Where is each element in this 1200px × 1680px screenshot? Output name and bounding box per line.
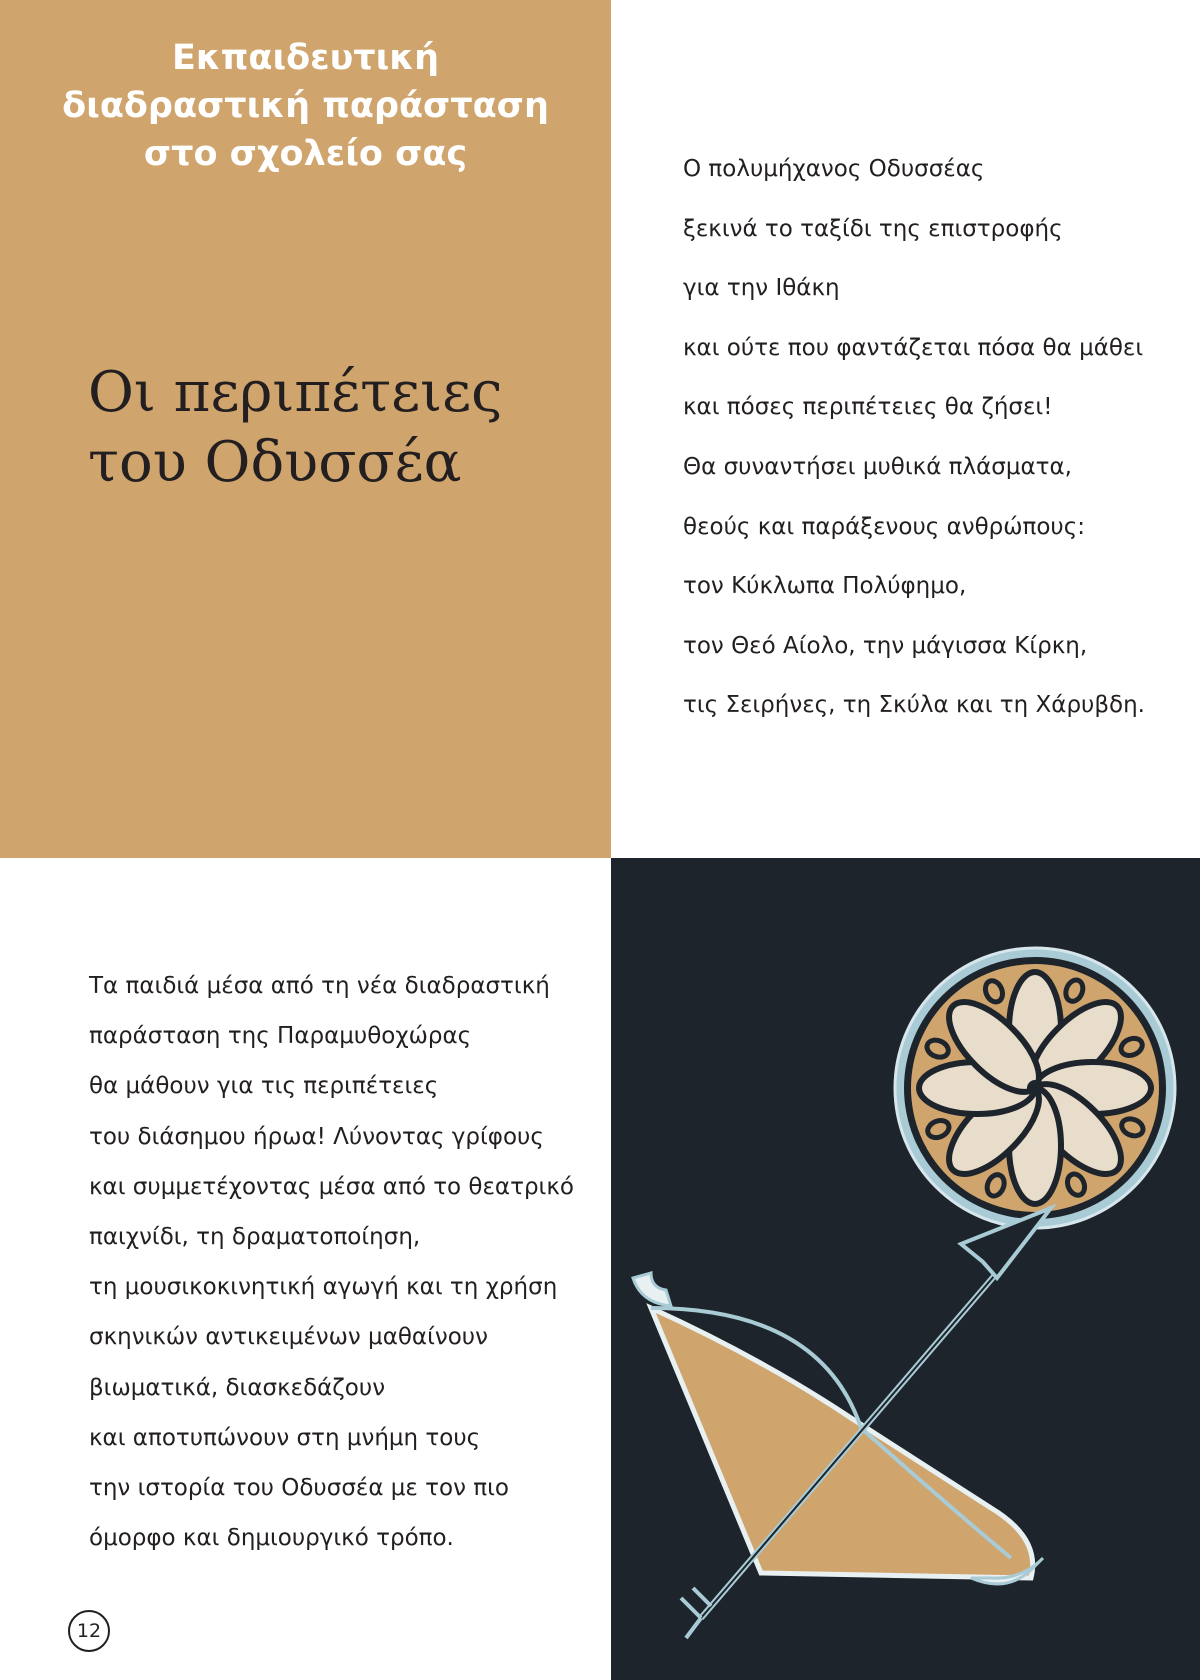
body-line: βιωματικά, διασκεδάζουν (89, 1374, 386, 1401)
illustration (611, 858, 1200, 1680)
intro-line: και ούτε που φαντάζεται πόσα θα μάθει (683, 334, 1144, 361)
intro-line: Ο πολυμήχανος Οδυσσέας (683, 156, 985, 182)
intro-line: και πόσες περιπέτειες θα ζήσει! (683, 394, 1053, 421)
body-line: όμορφο και δημιουργικό τρόπο. (89, 1525, 454, 1552)
page-number: 12 (68, 1610, 110, 1652)
body-line: την ιστορία του Οδυσσέα με τον πιο (89, 1475, 509, 1502)
body-line: θα μάθουν για τις περιπέτειες (89, 1073, 439, 1100)
intro-line: τον Θεό Αίολο, την μάγισσα Κίρκη, (683, 632, 1088, 659)
subtitle-line: στο σχολείο σας (143, 134, 468, 174)
body-line: παιχνίδι, τη δραματοποίηση, (89, 1224, 421, 1251)
subtitle-line: Εκπαιδευτική (171, 38, 440, 78)
intro-line: Θα συναντήσει μυθικά πλάσματα, (683, 453, 1072, 480)
title-line: του Οδυσσέα (88, 430, 462, 495)
body-line: Τα παιδιά μέσα από τη νέα διαδραστική (89, 973, 550, 999)
intro-line: θεούς και παράξενους ανθρώπους: (683, 513, 1085, 540)
intro-line: ξεκινά το ταξίδι της επιστροφής (683, 215, 1063, 242)
subtitle (0, 34, 611, 178)
intro-line: τον Κύκλωπα Πολύφημο, (683, 573, 967, 600)
bow-and-arrow-icon (633, 1208, 1051, 1638)
body-line: του διάσημου ήρωα! Λύνοντας γρίφους (89, 1123, 544, 1150)
intro-line: για την Ιθάκη (683, 275, 840, 302)
body-line: και αποτυπώνουν στη μνήμη τους (89, 1424, 481, 1451)
body-paragraph (89, 961, 589, 1563)
page-title (88, 358, 503, 498)
body-line: σκηνικών αντικειμένων μαθαίνουν (89, 1324, 488, 1351)
title-line: Οι περιπέτειες (88, 360, 503, 425)
body-line: παράσταση της Παραμυθοχώρας (89, 1023, 472, 1050)
intro-line: τις Σειρήνες, τη Σκύλα και τη Χάρυβδη. (683, 692, 1145, 719)
body-line: και συμμετέχοντας μέσα από το θεατρικό (89, 1173, 574, 1200)
intro-paragraph (683, 140, 1183, 736)
illustration-panel (611, 858, 1200, 1680)
subtitle-line: διαδραστική παράσταση (62, 86, 549, 126)
body-line: τη μουσικοκινητική αγωγή και τη χρήση (89, 1274, 558, 1301)
rosette-shield-icon (895, 948, 1175, 1228)
